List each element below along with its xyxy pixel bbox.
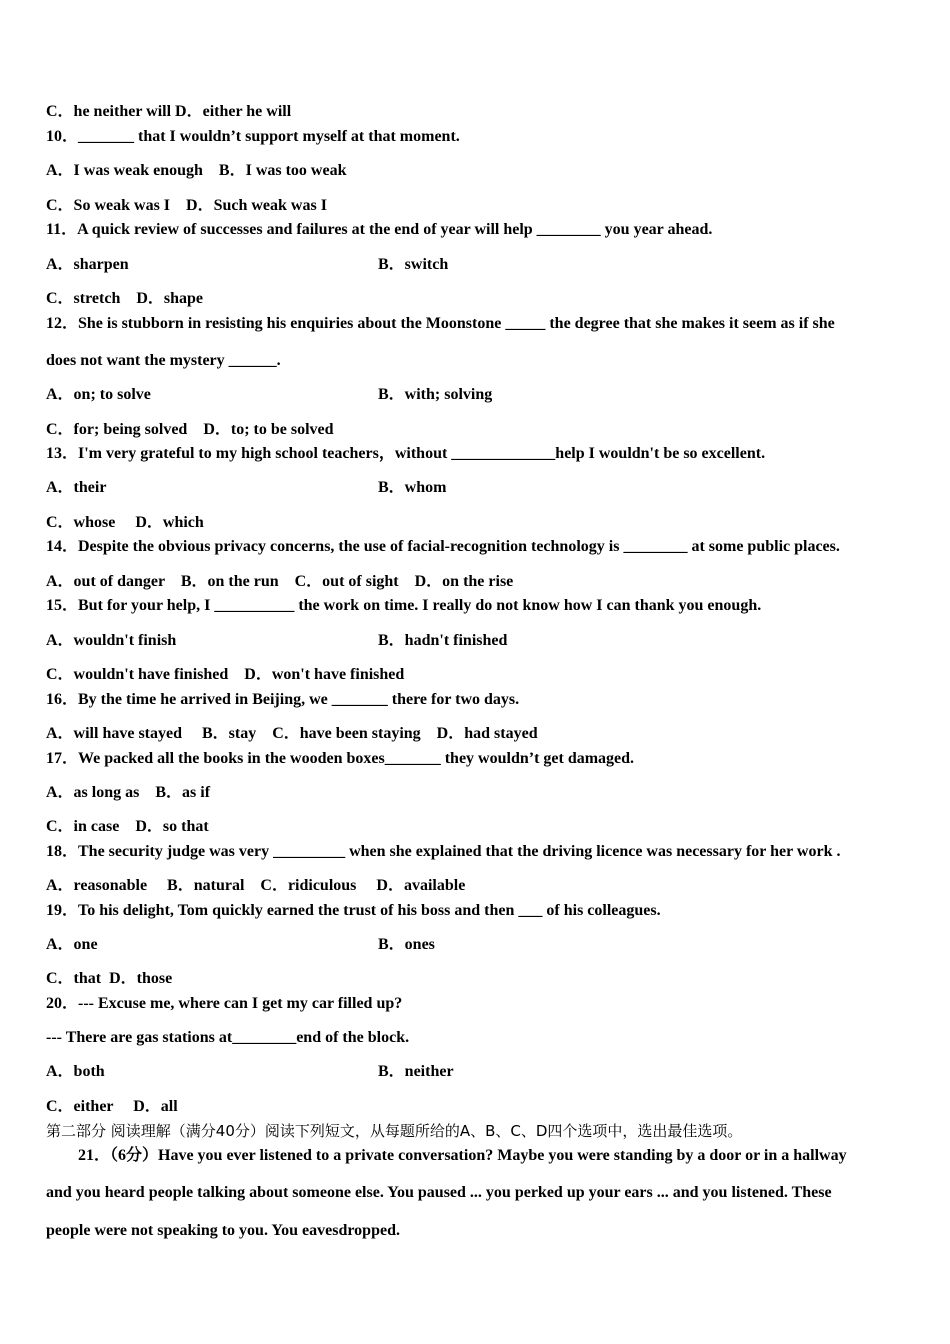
q11-option-b: B．switch [378,256,449,273]
q19-options-cd: C．that D．those [46,970,173,987]
q15-stem: 15．But for your help, I __________ the work on time. I really do not know how I can thank you enough. [46,597,762,614]
q11-option-a: A．sharpen [46,256,129,273]
q20-stem-line-1: 20．--- Excuse me, where can I get my car filled up? [46,995,403,1012]
q20-stem-line-2: --- There are gas stations at________end of the block. [46,1029,410,1046]
q14-options: A．out of danger B．on the run C．out of sight D．on the rise [46,573,514,590]
q12-option-a: A．on; to solve [46,386,151,403]
q17-options-ab: A．as long as B．as if [46,784,211,801]
q18-stem: 18．The security judge was very _________ when she explained that the driving licence was necessary for her work . [46,843,841,860]
q16-options: A．will have stayed B．stay C．have been staying D．had stayed [46,725,538,742]
q15-option-a: A．wouldn't finish [46,632,177,649]
q9-options-cd: C．he neither will D．either he will [46,103,292,120]
q10-options-cd: C．So weak was I D．Such weak was I [46,197,327,214]
q20-options-cd: C．either D．all [46,1098,178,1115]
q19-option-b: B．ones [378,936,435,953]
q17-options-cd: C．in case D．so that [46,818,209,835]
q20-option-b: B．neither [378,1063,454,1080]
q13-option-b: B．whom [378,479,447,496]
q15-option-b: B．hadn't finished [378,632,508,649]
q21-passage-line-1: 21．（6分）Have you ever listened to a private conversation? Maybe you were standing by a door or in a hallway [78,1147,847,1164]
q12-stem-line-2: does not want the mystery ______. [46,352,281,369]
q15-options-cd: C．wouldn't have finished D．won't have finished [46,666,405,683]
q21-passage-line-3: people were not speaking to you. You eavesdropped. [46,1222,400,1239]
q16-stem: 16．By the time he arrived in Beijing, we _______ there for two days. [46,691,520,708]
q10-options-ab: A．I was weak enough B．I was too weak [46,162,347,179]
q12-option-b: B．with; solving [378,386,493,403]
q13-stem: 13．I'm very grateful to my high school teachers，without _____________help I wouldn't be so excellent. [46,445,766,462]
q19-stem: 19．To his delight, Tom quickly earned the trust of his boss and then ___ of his colleagues. [46,902,661,919]
q17-stem: 17．We packed all the books in the wooden boxes_______ they wouldn’t get damaged. [46,750,635,767]
q10-stem: 10．_______ that I wouldn’t support myself at that moment. [46,128,460,145]
q20-option-a: A．both [46,1063,105,1080]
q12-options-cd: C．for; being solved D．to; to be solved [46,421,334,438]
q19-option-a: A．one [46,936,98,953]
q11-stem: 11．A quick review of successes and failures at the end of year will help ________ you year ahead. [46,221,713,238]
q12-stem-line-1: 12．She is stubborn in resisting his enquiries about the Moonstone _____ the degree that she makes it seem as if she [46,315,835,332]
q14-stem: 14．Despite the obvious privacy concerns, the use of facial-recognition technology is ________ at some public places. [46,538,840,555]
q18-options: A．reasonable B．natural C．ridiculous D．available [46,877,466,894]
q11-options-cd: C．stretch D．shape [46,290,204,307]
q13-option-a: A．their [46,479,107,496]
q21-passage-line-2: and you heard people talking about someone else. You paused ... you perked up your ears ... and you listened. These [46,1184,832,1201]
q13-options-cd: C．whose D．which [46,514,204,531]
section-2-heading: 第二部分 阅读理解（满分40分）阅读下列短文，从每题所给的A、B、C、D四个选项中，选出最佳选项。 [46,1122,743,1140]
